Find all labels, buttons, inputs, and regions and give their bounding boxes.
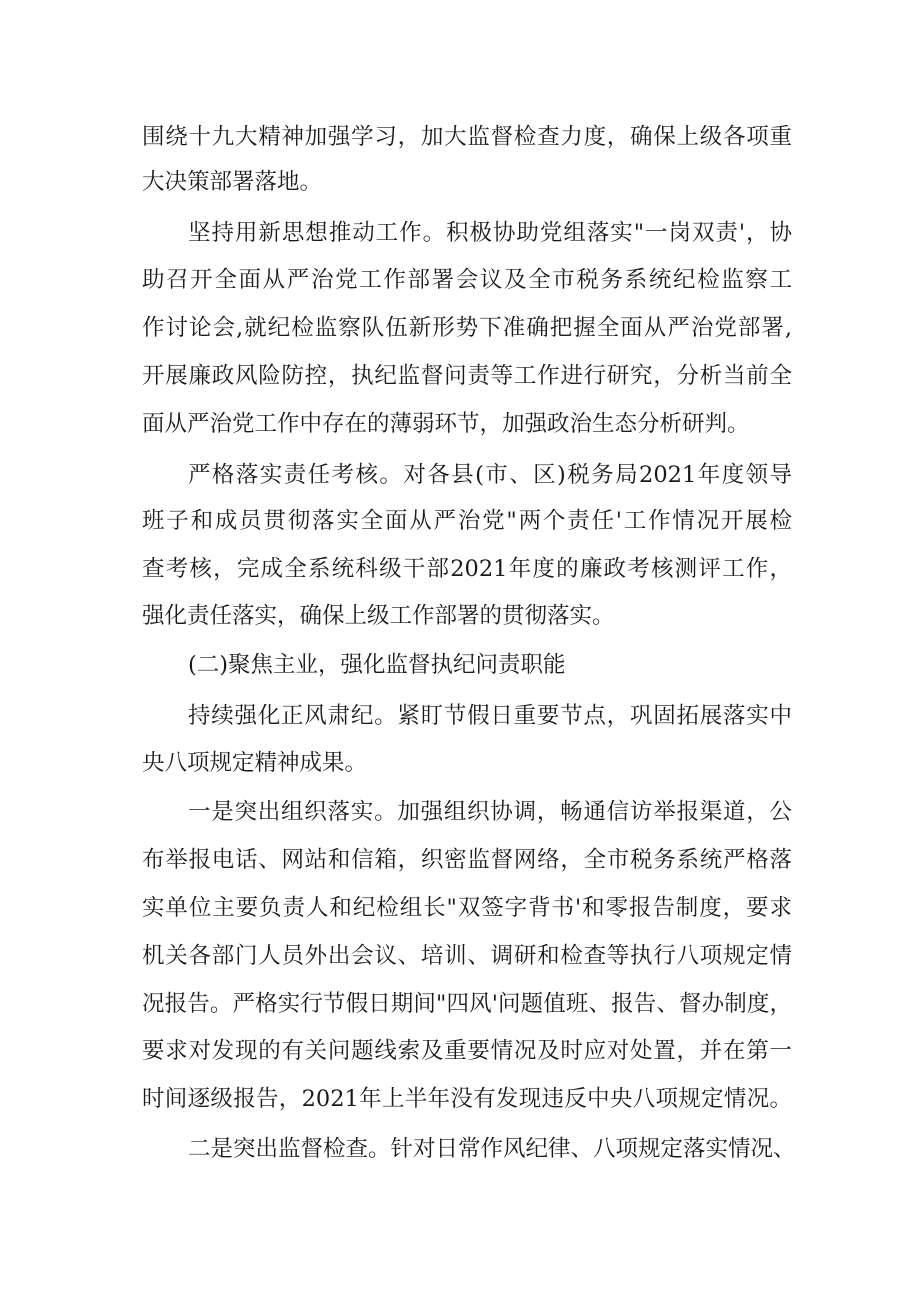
text-line-10: 查考核，完成全系统科级干部2021年度的廉政考核测评工作， xyxy=(142,556,792,582)
text-line-9: 班子和成员贯彻落实全面从严治党"两个责任'工作情况开展检 xyxy=(142,508,792,534)
text-line-22: 二是突出监督检查。针对日常作风纪律、八项规定落实情况、 xyxy=(188,1136,796,1162)
text-line-7: 面从严治党工作中存在的薄弱环节，加强政治生态分析研判。 xyxy=(142,411,750,437)
text-line-20: 要求对发现的有关问题线索及重要情况及时应对处置，并在第一 xyxy=(142,1038,792,1064)
text-line-19: 况报告。严格实行节假日期间"四风'问题值班、报告、督办制度， xyxy=(142,991,792,1017)
text-line-13: 持续强化正风肃纪。紧盯节假日重要节点，巩固拓展落实中 xyxy=(188,703,792,729)
text-line-3: 坚持用新思想推动工作。积极协助党组落实"一岗双责'，协 xyxy=(188,220,792,246)
text-line-17: 实单位主要负责人和纪检组长"双签字背书'和零报告制度，要求 xyxy=(142,895,792,921)
text-line-15: 一是突出组织落实。加强组织协调，畅通信访举报渠道，公 xyxy=(188,799,792,825)
text-line-16: 布举报电话、网站和信箱，织密监督网络，全市税务系统严格落 xyxy=(142,847,792,873)
text-line-14: 央八项规定精神成果。 xyxy=(142,750,368,776)
text-line-1: 围绕十九大精神加强学习，加大监督检查力度，确保上级各项重 xyxy=(142,124,792,150)
text-line-18: 机关各部门人员外出会议、培训、调研和检查等执行八项规定情 xyxy=(142,943,792,969)
text-line-6: 开展廉政风险防控，执纪监督问责等工作进行研究，分析当前全 xyxy=(142,363,792,389)
section-heading: (二)聚焦主业，强化监督执纪问责职能 xyxy=(188,652,566,678)
text-line-8: 严格落实责任考核。对各县(市、区)税务局2021年度领导 xyxy=(188,462,792,488)
text-line-21: 时间逐级报告，2021年上半年没有发现违反中央八项规定情况。 xyxy=(142,1086,792,1112)
text-line-2: 大决策部署落地。 xyxy=(142,169,323,195)
text-line-11: 强化责任落实，确保上级工作部署的贯彻落实。 xyxy=(142,603,615,629)
text-line-4: 助召开全面从严治党工作部署会议及全市税务系统纪检监察工 xyxy=(142,267,792,293)
text-line-5: 作讨论会,就纪检监察队伍新形势下准确把握全面从严治党部署, xyxy=(142,315,792,341)
